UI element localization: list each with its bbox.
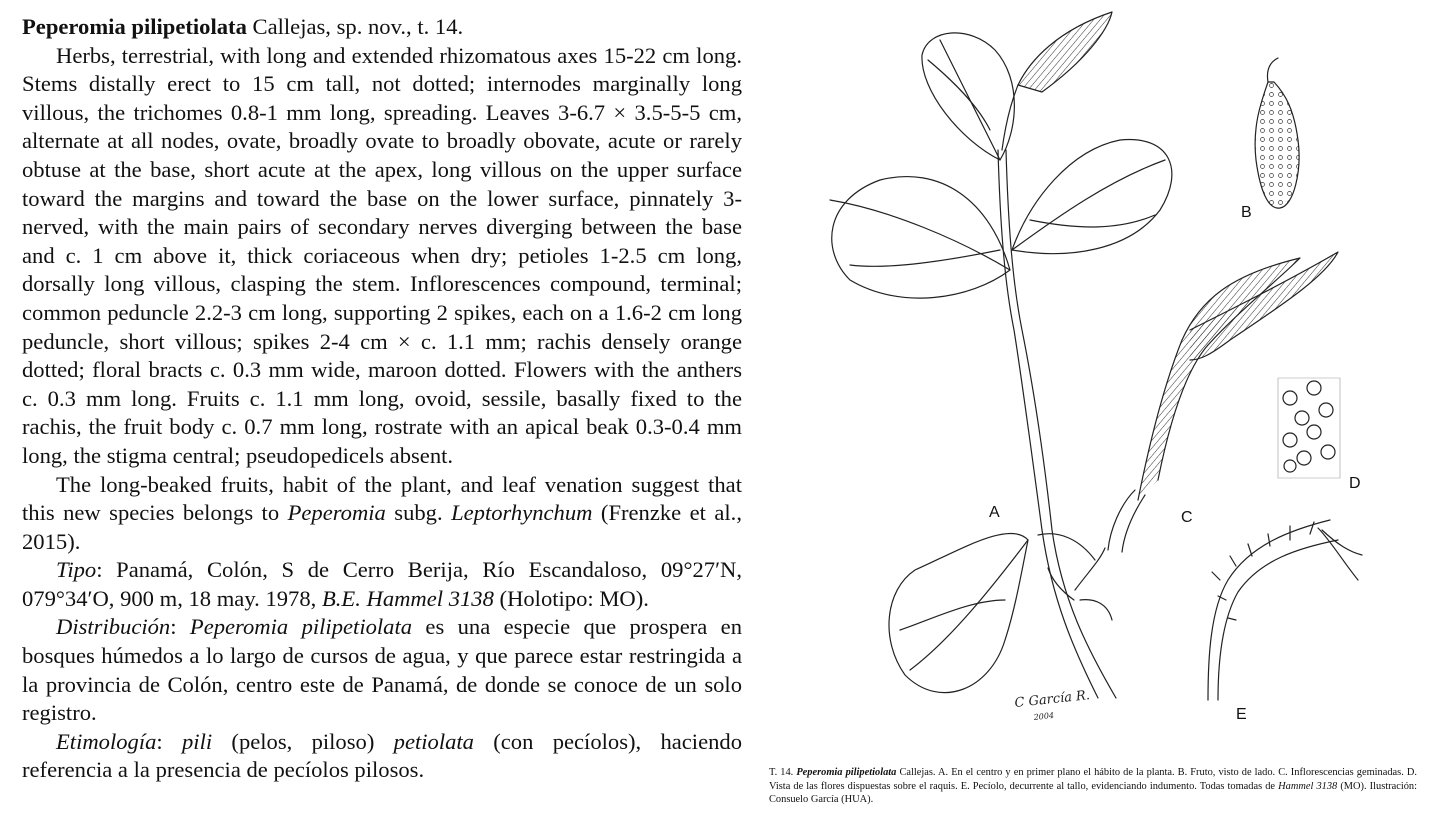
caption-credit: (MO). Ilustración: Consuelo García (HUA).	[769, 780, 1417, 806]
figure-label-e: E	[1236, 706, 1247, 723]
type-collector: B.E. Hammel 3138	[321, 585, 494, 611]
botanical-illustration-plate	[790, 0, 1430, 760]
signature-name: C García R.	[1013, 688, 1091, 711]
caption-species: Peperomia pilipetiolata	[796, 767, 897, 778]
distribution-text: :	[170, 614, 190, 640]
rachis-detail-drawing	[1278, 378, 1340, 478]
figure-label-d: D	[1349, 475, 1361, 492]
species-description-column	[22, 13, 742, 785]
etymology-text: (pelos, piloso)	[212, 728, 394, 754]
caption-text: Callejas. A. En el centro y en primer plano el hábito de la planta. B. Fruto, visto de lado. C. Inflorescencias geminadas. D. Vista de las flores dispuestas sobre el raquis. E. Pecíolo, decurrente al tallo, evidenciando indumento. Todas tomadas de	[769, 767, 1417, 792]
etymology-word: pili	[182, 728, 213, 754]
signature-year: 2004	[1033, 710, 1055, 722]
species-name: Peperomia pilipetiolata	[22, 14, 247, 39]
etymology-label: Etimología	[56, 728, 157, 754]
etymology-word: petiolata	[393, 728, 474, 754]
figure-label-a: A	[989, 504, 1000, 521]
fruit-drawing	[1255, 58, 1299, 208]
species-heading-paragraph	[22, 13, 742, 42]
genus-name: Peperomia	[287, 500, 386, 526]
distribution-paragraph	[22, 613, 742, 727]
type-locality: : Panamá, Colón, S de Cerro Berija, Río Escandaloso, 09°27′N, 079°34′O, 900 m, 18 may. 1978,	[22, 557, 742, 611]
figure-caption	[769, 766, 1417, 807]
discussion-citation: (Frenzke et al., 2015).	[22, 500, 742, 554]
distribution-species: Peperomia pilipetiolata	[189, 614, 413, 640]
type-label: Tipo	[56, 557, 97, 583]
type-herbarium: (Holotipo: MO).	[493, 585, 649, 611]
etymology-text: (con pecíolos), haciendo referencia a la presencia de pecíolos pilosos.	[22, 728, 742, 783]
species-authority: Callejas, sp. nov., t. 14.	[246, 14, 464, 39]
type-paragraph	[22, 556, 742, 613]
plant-habit-drawing	[830, 12, 1172, 698]
illustrator-signature	[1014, 688, 1091, 722]
etymology-paragraph	[22, 728, 742, 785]
distribution-label: Distribución	[56, 614, 171, 640]
distribution-text: es una especie que prospera en bosques húmedos a lo largo de cursos de agua, y que parece estar restringida a la provincia de Colón, centro este de Panamá, de donde se conoce de un solo registro.	[22, 614, 742, 726]
discussion-text: The long-beaked fruits, habit of the plant, and leaf venation suggest that this new species belongs to	[22, 471, 742, 526]
petiole-detail-drawing	[1208, 520, 1362, 700]
figure-label-c: C	[1181, 509, 1193, 526]
subgenus-name: Leptorhynchum	[451, 500, 593, 526]
etymology-text: :	[156, 728, 182, 754]
morphology-paragraph: Herbs, terrestrial, with long and extended rhizomatous axes 15-22 cm long. Stems distally erect to 15 cm tall, not dotted; internodes marginally long villous, the trichomes 0.8-1 mm long, spreading. Leaves 3-6.7 × 3.5-5-5 cm, alternate at all nodes, ovate, broadly ovate to broadly obovate, acute or rarely obtuse at the base, short acute at the apex, long villous on the upper surface toward the margins and toward the base on the lower surface, pinnately 3-nerved, with the main pairs of secondary nerves diverging between the base and c. 1 cm above it, thick coriaceous when dry; petioles 1-2.5 cm long, dorsally long villous, clasping the stem. Inflorescences compound, terminal; common peduncle 2.2-3 cm long, supporting 2 spikes, each on a 1.6-2 cm long peduncle, short villous; spikes 2-4 cm × c. 1.1 mm; rachis densely orange dotted; floral bracts c. 0.3 mm wide, maroon dotted. Flowers with the anthers c. 0.3 mm long. Fruits c. 1.1 mm long, ovoid, sessile, basally fixed to the rachis, the fruit body c. 0.7 mm long, rostrate with an apical beak 0.3-0.4 mm long, the stigma central; pseudopedicels absent.	[22, 42, 742, 468]
discussion-text: subg.	[385, 500, 452, 526]
figure-label-b: B	[1241, 204, 1252, 221]
caption-prefix: T. 14.	[769, 767, 797, 778]
caption-specimen: Hammel 3138	[1278, 780, 1338, 792]
inflorescence-drawing	[1108, 252, 1338, 552]
discussion-paragraph	[22, 471, 742, 557]
